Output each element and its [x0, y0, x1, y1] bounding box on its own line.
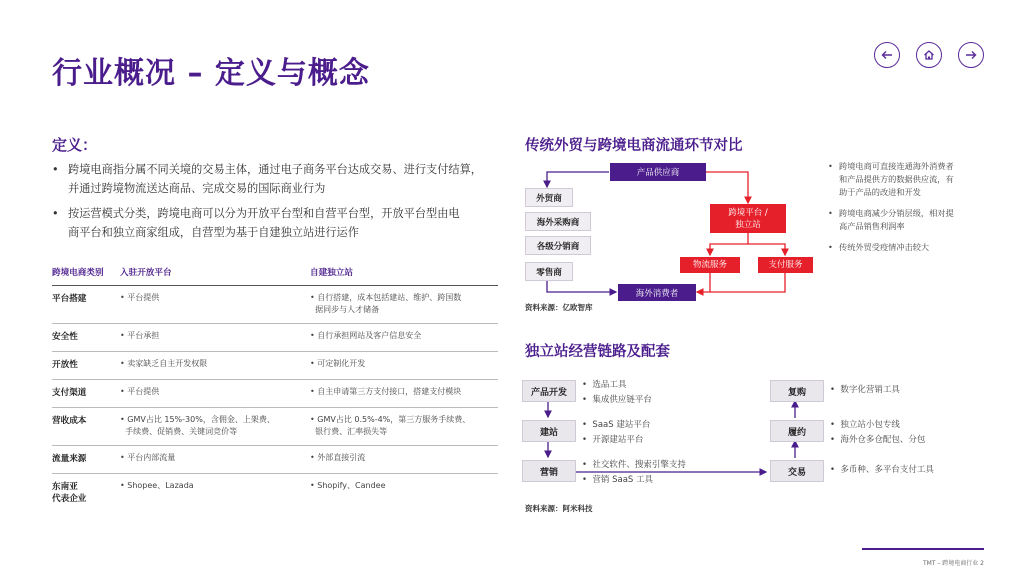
flow-heading: 传统外贸与跨境电商流通环节对比 — [525, 138, 743, 154]
flow-trad-node: 各级分销商 — [525, 236, 591, 255]
table-row: 安全性 • 平台承担 • 自行承担网站及客户信息安全 — [52, 324, 498, 352]
table-header: 自建独立站 — [310, 268, 353, 278]
chain-node: 交易 — [770, 460, 824, 482]
flow-logistics: 物流服务 — [680, 257, 740, 273]
page-title: 行业概况 – 定义与概念 — [52, 56, 370, 91]
flow-note: • 跨境电商可直接连通海外消费者 和产品提供方的数据供应流，有 助于产品的改进和开发 — [828, 161, 954, 197]
table-header: 入驻开放平台 — [120, 268, 172, 278]
table-row: 营收成本 • GMV占比 15%-30%，含佣金、上架费、 手续费、促销费、关键词竞价等 • GMV占比 0.5%-4%，第三方服务手续费、 银行费、汇率损失等 — [52, 408, 498, 446]
flow-trad-node: 外贸商 — [525, 188, 573, 207]
definition-bullet: • 按运营模式分类，跨境电商可以分为开放平台型和自营平台型，开放平台型由电 商平台和独立商家组成，自营型为基于自建独立站进行运作 — [52, 207, 460, 239]
flow-note: • 跨境电商减少分销层级，相对提 高产品销售利润率 — [828, 208, 954, 231]
chain-items: • 数字化营销工具 — [830, 385, 900, 395]
table-header: 跨境电商类别 — [52, 268, 104, 278]
table-row: 支付渠道 • 平台提供 • 自主申请第三方支付接口，搭建支付模块 — [52, 380, 498, 408]
chain-items: • 选品工具 • 集成供应链平台 — [582, 380, 652, 405]
arrow-right-icon — [964, 48, 978, 62]
definition-heading: 定义： — [52, 136, 98, 154]
chain-heading: 独立站经营链路及配套 — [525, 344, 670, 360]
flow-supplier: 产品供应商 — [610, 163, 706, 181]
home-icon — [922, 48, 936, 62]
chain-items: • SaaS 建站平台 • 开源建站平台 — [582, 420, 651, 445]
chain-node: 履约 — [770, 420, 824, 442]
flow-platform: 跨境平台 / 独立站 — [710, 204, 786, 233]
arrow-left-icon — [880, 48, 894, 62]
chain-node: 产品开发 — [522, 380, 576, 402]
flow-source: 资料来源：亿欧智库 — [525, 303, 593, 312]
chain-source: 资料来源：阿米科技 — [525, 504, 593, 513]
flow-trad-node: 零售商 — [525, 262, 573, 281]
chain-node: 建站 — [522, 420, 576, 442]
table-header-row — [52, 259, 498, 286]
table-row: 平台搭建 • 平台提供 • 自行搭建，成本包括建站、维护、跨国数 据同步与人才储备 — [52, 286, 498, 324]
prev-button[interactable] — [874, 42, 900, 68]
chain-node: 营销 — [522, 460, 576, 482]
flow-note: • 传统外贸受疫情冲击较大 — [828, 242, 930, 252]
comparison-table — [52, 259, 498, 518]
flow-trad-node: 海外采购商 — [525, 212, 591, 231]
definition-bullet: • 跨境电商指分属不同关境的交易主体，通过电子商务平台达成交易、进行支付结算， 并通过跨境物流送达商品、完成交易的国际商业行为 — [52, 163, 482, 195]
flow-payment: 支付服务 — [758, 257, 813, 273]
chain-node: 复购 — [770, 380, 824, 402]
table-row: 开放性 • 卖家缺乏自主开发权限 • 可定制化开发 — [52, 352, 498, 380]
chain-items: • 多币种、多平台支付工具 — [830, 465, 934, 475]
next-button[interactable] — [958, 42, 984, 68]
chain-items: • 独立站小包专线 • 海外仓多仓配包、分包 — [830, 420, 926, 445]
table-row: 流量来源 • 平台内部流量 • 外部直接引流 — [52, 446, 498, 474]
footer-text: TMT – 跨境电商行业 2 — [922, 560, 984, 567]
table-row: 东南亚 代表企业 • Shopee、Lazada • Shopify、Candee — [52, 481, 386, 504]
chain-items: • 社交软件、搜索引擎支持 • 营销 SaaS 工具 — [582, 460, 686, 485]
flow-consumer: 海外消费者 — [618, 284, 696, 301]
home-button[interactable] — [916, 42, 942, 68]
footer-line — [862, 548, 984, 550]
